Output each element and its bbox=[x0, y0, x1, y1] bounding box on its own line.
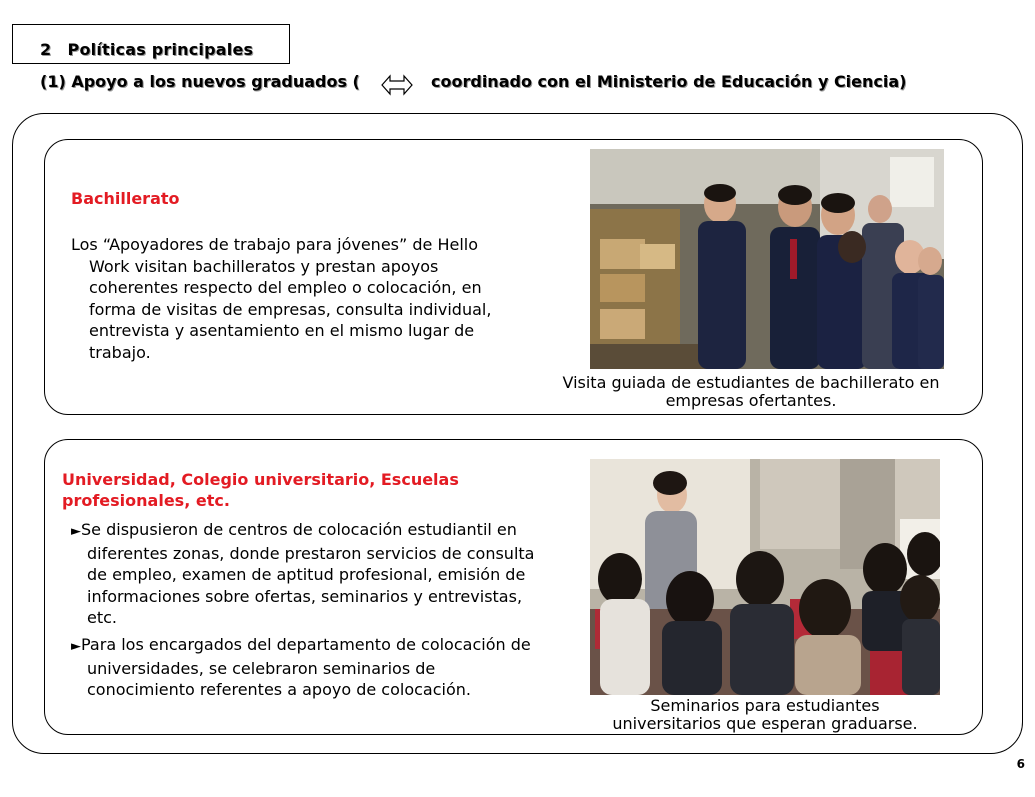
bullet-triangle-icon: ► bbox=[71, 639, 81, 654]
subtitle-left: (1) Apoyo a los nuevos graduados ( bbox=[40, 72, 360, 91]
highschool-paragraph: Los “Apoyadores de trabajo para jóvenes” de Hello Work visitan bachilleratos y prestan apoyos coherentes respecto del empleo o colocación, en forma de visitas de empresas, consulta individual, entrevista y asentamiento en el mismo lugar de trabajo. bbox=[71, 235, 492, 362]
bullet-2-text: Para los encargados del departamento de colocación de universidades, se celebraron seminarios de conocimiento referentes a apoyo de colocación. bbox=[81, 635, 531, 699]
highschool-visit-photo bbox=[590, 149, 944, 369]
university-title-line1: Universidad, Colegio universitario, Escuelas bbox=[62, 470, 459, 489]
double-arrow-icon bbox=[380, 70, 414, 100]
university-caption-line2: universitarios que esperan graduarse. bbox=[612, 714, 918, 733]
university-caption-line1: Seminarios para estudiantes bbox=[650, 696, 880, 715]
university-caption bbox=[590, 697, 940, 733]
bullet-triangle-icon: ► bbox=[71, 524, 81, 539]
highschool-caption: Visita guiada de estudiantes de bachillerato en empresas ofertantes. bbox=[562, 373, 940, 410]
highschool-text bbox=[71, 234, 511, 363]
university-seminar-photo bbox=[590, 459, 940, 695]
subtitle-right: coordinado con el Ministerio de Educación y Ciencia) bbox=[431, 72, 907, 91]
university-bullet-2 bbox=[71, 634, 541, 701]
university-title bbox=[62, 469, 459, 511]
university-bullet-1 bbox=[71, 519, 541, 629]
bullet-1-text: Se dispusieron de centros de colocación estudiantil en diferentes zonas, donde prestaron servicios de consulta de empleo, examen de aptitud profesional, emisión de informaciones sobre ofertas, seminarios y entrevistas, etc. bbox=[81, 520, 535, 627]
university-title-line2: profesionales, etc. bbox=[62, 491, 230, 510]
section-title: 2 Políticas principales bbox=[40, 40, 254, 59]
highschool-title: Bachillerato bbox=[71, 189, 180, 208]
page-number: 6 bbox=[1016, 757, 1025, 771]
